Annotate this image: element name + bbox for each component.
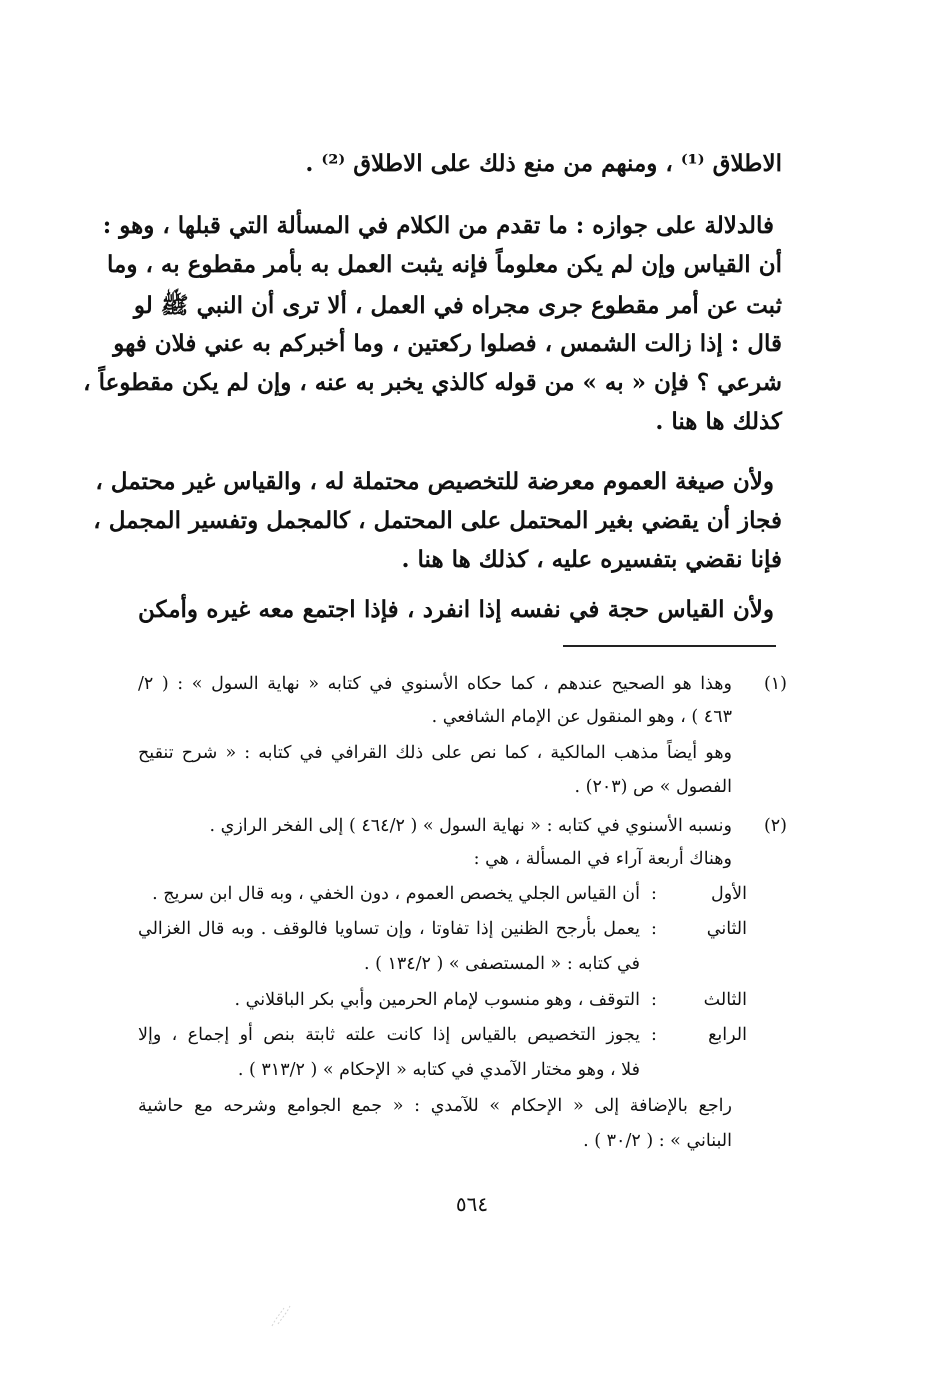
scan-speck	[268, 1300, 296, 1330]
opinion-text: يعمل بأرجح الظنين إذا تفاوتا ، وإن تساويا فالوقف . وبه قال الغزالي	[138, 919, 640, 939]
footnote-line: وهو أيضاً مذهب المالكية ، كما نص على ذلك القرافي في كتابه : « شرح تنقيح	[138, 743, 732, 763]
colon: :	[651, 884, 657, 904]
body-line: ولأن صيغة العموم معرضة للتخصيص محتملة له ، والقياس غير محتمل ،	[95, 468, 774, 495]
footnote-number: (١)	[763, 674, 787, 694]
opinion-text: في كتابه : « المستصفى » ( ١٣٤/٢ ) .	[363, 954, 640, 974]
opinion-label: الأول	[710, 884, 747, 904]
colon: :	[651, 1025, 657, 1045]
footnote-line: وهذا هو الصحيح عندهم ، كما حكاه الأسنوي في كتابه « نهاية السول » : ( ٢/	[138, 674, 732, 694]
footnote-line: ونسبه الأسنوي في كتابه : « نهاية السول » ( ٤٦٤/٢ ) إلى الفخر الرازي .	[209, 816, 732, 836]
body-line: الاطلاق ⁽¹⁾ ، ومنهم من منع ذلك على الاطلاق ⁽²⁾ .	[305, 150, 782, 177]
body-line: ولأن القياس حجة في نفسه إذا انفرد ، فإذا اجتمع معه غيره وأمكن	[138, 596, 774, 623]
opinion-text: فلا ، وهو مختار الآمدي في كتابه « الإحكام » ( ٣١٣/٢ ) .	[237, 1060, 640, 1080]
opinion-text: التوقف ، وهو منسوب لإمام الحرمين وأبي بكر الباقلاني .	[234, 990, 640, 1010]
body-line: فجاز أن يقضي بغير المحتمل على المحتمل ، كالمجمل وتفسير المجمل ،	[93, 507, 782, 534]
footnote-line: الفصول » ص (٢٠٣) .	[574, 777, 732, 797]
footnote-number: (٢)	[763, 816, 787, 836]
body-line: ثبت عن أمر مقطوع جرى مجراه في العمل ، ألا ترى أن النبي ﷺ لو	[133, 292, 782, 319]
opinion-label: الثالث	[703, 990, 747, 1010]
page-number: ٥٦٤	[455, 1192, 489, 1216]
colon: :	[651, 990, 657, 1010]
body-line: قال : إذا زالت الشمس ، فصلوا ركعتين ، وما أخبركم به عني فلان فهو	[113, 330, 782, 357]
opinion-text: أن القياس الجلي يخصص العموم ، دون الخفي ، وبه قال ابن سريج .	[152, 884, 640, 904]
opinion-text: يجوز التخصيص بالقياس إذا كانت علته ثابتة بنص أو إجماع ، وإلا	[138, 1025, 640, 1045]
colon: :	[651, 919, 657, 939]
body-line: فالدلالة على جوازه : ما تقدم من الكلام في المسألة التي قبلها ، وهو :	[102, 212, 774, 239]
opinion-label: الثاني	[706, 919, 747, 939]
footnote-line: وهناك أربعة آراء في المسألة ، هي :	[473, 849, 732, 869]
body-line: فإنا نقضي بتفسيره عليه ، كذلك ها هنا .	[401, 546, 782, 573]
footnote-separator	[563, 645, 776, 647]
footnote-line: ٤٦٣ ) ، وهو المنقول عن الإمام الشافعي .	[431, 707, 732, 727]
body-line: أن القياس وإن لم يكن معلوماً فإنه يثبت العمل به بأمر مقطوع به ، وما	[107, 251, 782, 278]
opinion-label: الرابع	[708, 1025, 747, 1045]
footnote-line: راجع بالإضافة إلى « الإحكام » للآمدي : « جمع الجوامع وشرحه مع حاشية	[138, 1096, 732, 1116]
body-line: شرعي ؟ فإن « به » من قوله كالذي يخبر به عنه ، وإن لم يكن مقطوعاً ،	[83, 369, 782, 396]
footnote-line: البناني » : ( ٣٠/٢ ) .	[583, 1131, 732, 1151]
body-line: كذلك ها هنا .	[655, 408, 782, 435]
